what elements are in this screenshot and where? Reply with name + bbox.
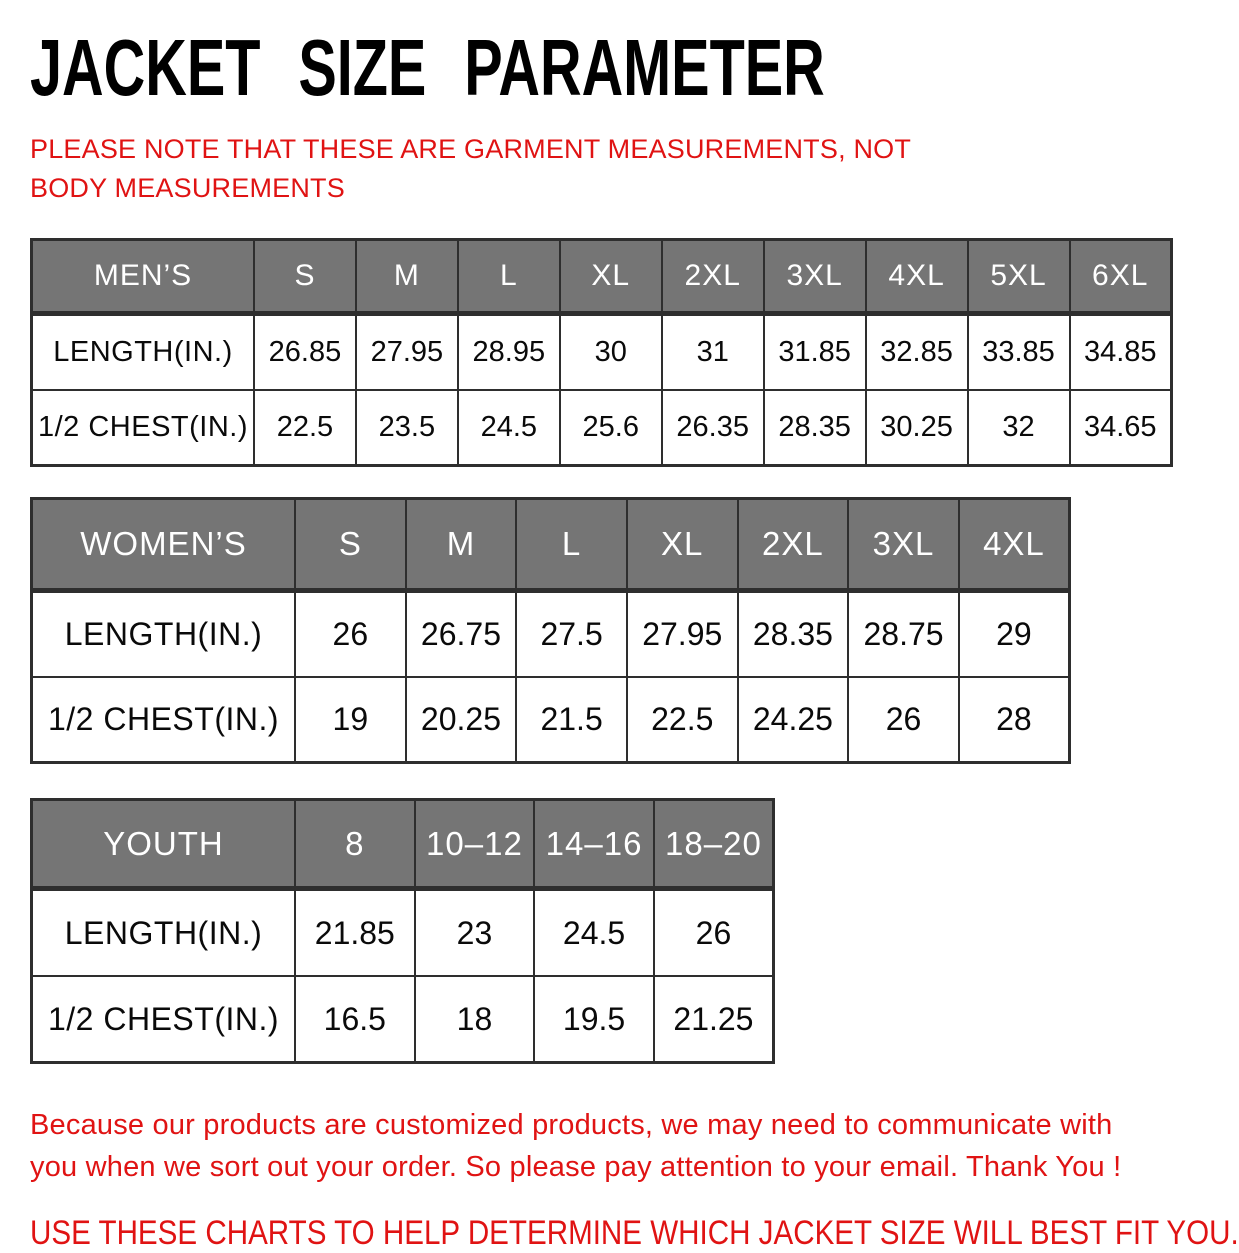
mens-size-column-header: 3XL — [764, 240, 866, 314]
youth-size-table — [30, 798, 775, 1064]
size-value-cell: 21.5 — [516, 677, 627, 763]
row-label: 1/2 CHEST(IN.) — [32, 976, 296, 1063]
size-value-cell: 26 — [848, 677, 959, 763]
size-value-cell: 26 — [295, 591, 406, 678]
womens-size-column-header: 4XL — [959, 499, 1070, 591]
womens-measurement-row — [32, 677, 1070, 763]
mens-size-column-header: S — [254, 240, 356, 314]
mens-size-column-header: M — [356, 240, 458, 314]
womens-size-column-header: M — [406, 499, 517, 591]
size-value-cell: 16.5 — [295, 976, 415, 1063]
size-value-cell: 26.35 — [662, 390, 764, 466]
womens-size-column-header: 3XL — [848, 499, 959, 591]
womens-size-column-header: XL — [627, 499, 738, 591]
size-value-cell: 28.95 — [458, 314, 560, 391]
mens-size-column-header: 6XL — [1070, 240, 1172, 314]
size-value-cell: 23 — [415, 889, 535, 977]
youth-header-row — [32, 800, 774, 889]
size-value-cell: 27.95 — [356, 314, 458, 391]
size-value-cell: 28 — [959, 677, 1070, 763]
page-title: JACKET SIZE PARAMETER — [30, 23, 825, 112]
row-label: LENGTH(IN.) — [32, 889, 296, 977]
size-value-cell: 18 — [415, 976, 535, 1063]
mens-measurement-row — [32, 390, 1172, 466]
youth-size-column-header: 18–20 — [654, 800, 774, 889]
youth-size-column-header: 8 — [295, 800, 415, 889]
size-value-cell: 30.25 — [866, 390, 968, 466]
womens-header-row — [32, 499, 1070, 591]
row-label: 1/2 CHEST(IN.) — [32, 390, 255, 466]
mens-header-row — [32, 240, 1172, 314]
size-value-cell: 34.65 — [1070, 390, 1172, 466]
womens-size-column-header: S — [295, 499, 406, 591]
womens-size-column-header: L — [516, 499, 627, 591]
size-value-cell: 27.95 — [627, 591, 738, 678]
womens-table-title-cell: WOMEN’S — [32, 499, 296, 591]
size-value-cell: 31 — [662, 314, 764, 391]
size-value-cell: 19.5 — [534, 976, 654, 1063]
mens-measurement-row — [32, 314, 1172, 391]
garment-measurement-note: PLEASE NOTE THAT THESE ARE GARMENT MEASUREMENTS, NOT BODY MEASUREMENTS — [30, 134, 911, 204]
womens-measurement-row — [32, 591, 1070, 678]
youth-table-title-cell: YOUTH — [32, 800, 296, 889]
customization-notice: Because our products are customized products, we may need to communicate with you when we sort out your order. So please pay attention to your email. Thank You ! — [30, 1109, 1122, 1184]
size-value-cell: 22.5 — [254, 390, 356, 466]
chart-usage-hint: USE THESE CHARTS TO HELP DETERMINE WHICH JACKET SIZE WILL BEST FIT YOU. — [30, 1214, 1239, 1253]
womens-size-table — [30, 497, 1071, 764]
mens-size-column-header: 2XL — [662, 240, 764, 314]
size-value-cell: 34.85 — [1070, 314, 1172, 391]
size-value-cell: 33.85 — [968, 314, 1070, 391]
size-value-cell: 28.35 — [738, 591, 849, 678]
size-value-cell: 24.5 — [534, 889, 654, 977]
size-value-cell: 24.5 — [458, 390, 560, 466]
size-value-cell: 32 — [968, 390, 1070, 466]
youth-measurement-row — [32, 976, 774, 1063]
mens-size-column-header: 5XL — [968, 240, 1070, 314]
size-value-cell: 28.75 — [848, 591, 959, 678]
size-value-cell: 26 — [654, 889, 774, 977]
youth-measurement-row — [32, 889, 774, 977]
size-value-cell: 30 — [560, 314, 662, 391]
youth-size-column-header: 14–16 — [534, 800, 654, 889]
mens-size-table — [30, 238, 1173, 467]
size-value-cell: 19 — [295, 677, 406, 763]
size-value-cell: 31.85 — [764, 314, 866, 391]
size-value-cell: 21.85 — [295, 889, 415, 977]
mens-table-title-cell: MEN’S — [32, 240, 255, 314]
mens-size-column-header: 4XL — [866, 240, 968, 314]
mens-size-column-header: L — [458, 240, 560, 314]
mens-size-column-header: XL — [560, 240, 662, 314]
row-label: 1/2 CHEST(IN.) — [32, 677, 296, 763]
row-label: LENGTH(IN.) — [32, 314, 255, 391]
size-value-cell: 32.85 — [866, 314, 968, 391]
size-value-cell: 24.25 — [738, 677, 849, 763]
youth-size-column-header: 10–12 — [415, 800, 535, 889]
size-value-cell: 28.35 — [764, 390, 866, 466]
size-value-cell: 22.5 — [627, 677, 738, 763]
size-value-cell: 26.75 — [406, 591, 517, 678]
size-value-cell: 23.5 — [356, 390, 458, 466]
womens-size-column-header: 2XL — [738, 499, 849, 591]
size-value-cell: 20.25 — [406, 677, 517, 763]
size-value-cell: 26.85 — [254, 314, 356, 391]
size-value-cell: 21.25 — [654, 976, 774, 1063]
size-value-cell: 27.5 — [516, 591, 627, 678]
size-value-cell: 29 — [959, 591, 1070, 678]
size-value-cell: 25.6 — [560, 390, 662, 466]
row-label: LENGTH(IN.) — [32, 591, 296, 678]
